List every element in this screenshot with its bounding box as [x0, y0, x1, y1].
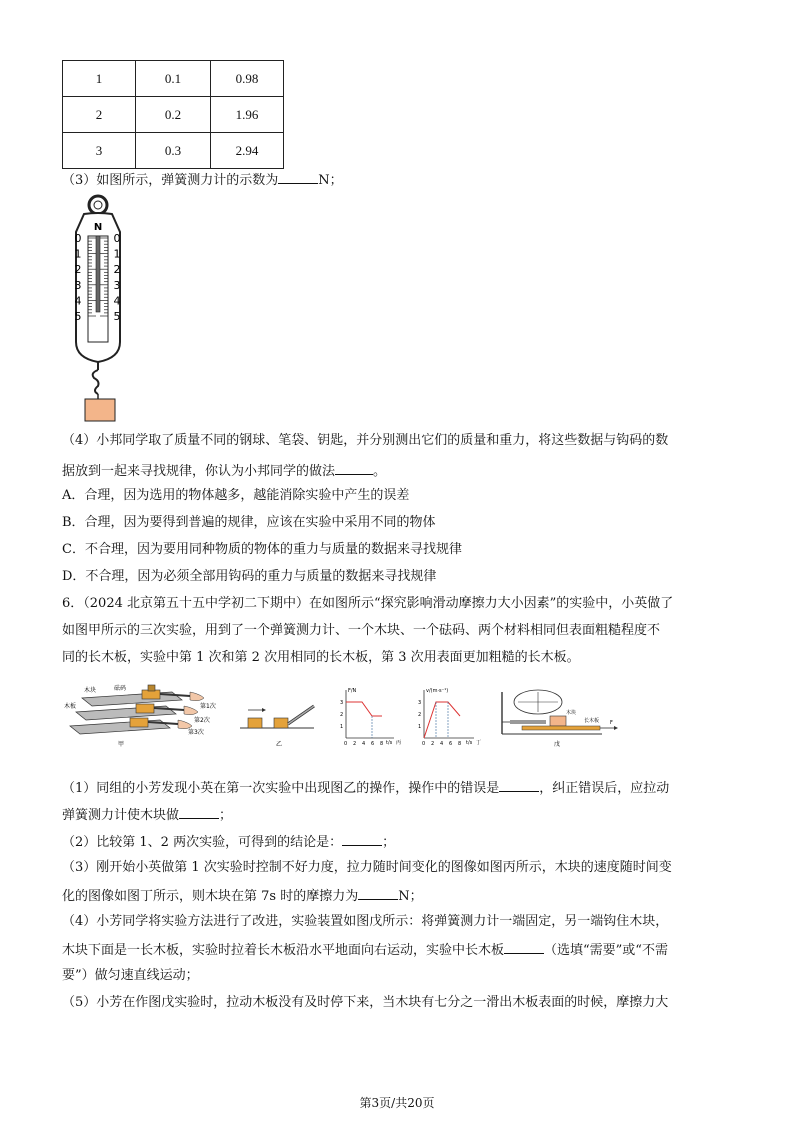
- figure-yi: [240, 706, 314, 748]
- scale-number: 2: [74, 263, 82, 277]
- q4-line1: （4）小邦同学取了质量不同的钢球、笔袋、钥匙，并分别测出它们的质量和重力，将这些数据与钩码的数: [62, 433, 669, 448]
- table-row: [63, 61, 284, 97]
- answer-blank: [504, 940, 544, 954]
- answer-blank: [499, 778, 539, 792]
- option-c: C．不合理，因为要用同种物质的物体的重力与质量的数据来寻找规律: [62, 542, 462, 557]
- caption-ding: 丁: [476, 740, 482, 746]
- q6-line1: 6．（2024 北京第五十五中学初二下期中）在如图所示“探究影响滑动摩擦力大小因素”的实验中，小英做了: [62, 596, 674, 611]
- figure-jia: [64, 684, 216, 748]
- bing-xtick: 0: [344, 741, 348, 747]
- answer-blank: [358, 886, 398, 900]
- bing-xtick: 4: [362, 741, 366, 747]
- answer-blank: [278, 170, 318, 184]
- spring-scale-figure: [70, 192, 140, 424]
- bing-ylabel: F/N: [348, 688, 357, 694]
- table-row: [63, 133, 284, 169]
- bing-xtick: 6: [371, 741, 375, 747]
- page-number: 第3页/共20页: [359, 1096, 435, 1110]
- label-trial-3: 第3次: [188, 729, 204, 736]
- q4-line2: 据放到一起来寻找规律，你认为小邦同学的做法 。: [62, 461, 734, 481]
- option-b: B．合理，因为要得到普遍的规律，应该在实验中采用不同的物体: [62, 515, 436, 530]
- bing-ytick: 3: [340, 700, 344, 706]
- table-cell: 0.3: [136, 133, 211, 169]
- sub3-line1: （3）刚开始小英做第 1 次实验时控制不好力度，拉力随时间变化的图像如图丙所示，木块的速度随时间变: [62, 860, 672, 875]
- experiment-figure: [62, 684, 622, 748]
- table-cell: 1.96: [211, 97, 284, 133]
- label-trial-2: 第2次: [194, 717, 210, 724]
- ding-xlabel: t/s: [466, 740, 473, 746]
- scale-number: 2: [113, 263, 121, 277]
- caption-bing: 丙: [396, 740, 402, 746]
- caption-jia: 甲: [118, 741, 125, 748]
- answer-blank: [335, 461, 373, 475]
- label-weight: 砝码: [114, 685, 127, 692]
- scale-number: 0: [113, 232, 121, 245]
- scale-number: 4: [74, 294, 82, 308]
- scale-number: 1: [74, 247, 82, 261]
- figure-ding: [418, 688, 481, 747]
- ding-ylabel: v/(m·s⁻¹): [426, 688, 449, 694]
- q6-line2: 如图甲所示的三次实验，用到了一个弹簧测力计、一个木块、一个砝码、两个材料相同但表面粗糙程度不: [62, 623, 661, 638]
- scale-number: 5: [113, 310, 121, 323]
- table-row: [63, 97, 284, 133]
- bing-xlabel: t/s: [386, 740, 393, 746]
- sub1-line1: （1）同组的小芳发现小英在第一次实验中出现图乙的操作，操作中的错误是 ，纠正错误后，应拉动: [62, 778, 734, 798]
- sub5-line1: （5）小芳在作图戊实验时，拉动木板没有及时停下来，当木块有七分之一滑出木板表面的时候，摩擦力大: [62, 995, 669, 1010]
- label-force: F: [610, 720, 613, 726]
- label-block: 木块: [84, 687, 97, 694]
- sub4-line1: （4）小芳同学将实验方法进行了改进，实验装置如图戊所示：将弹簧测力计一端固定，另一端钩住木块，: [62, 914, 669, 929]
- ding-xtick: 8: [458, 741, 462, 747]
- table-cell: 0.98: [211, 61, 284, 97]
- caption-wu: 戊: [554, 741, 561, 748]
- ding-xtick: 6: [449, 741, 453, 747]
- scale-number: 4: [113, 294, 121, 308]
- ding-ytick: 3: [418, 700, 422, 706]
- q6-line3: 同的长木板，实验中第 1 次和第 2 次用相同的长木板，第 3 次用表面更加粗糙的长木板。: [62, 650, 580, 665]
- table-cell: 2: [63, 97, 136, 133]
- table-cell: 1: [63, 61, 136, 97]
- bing-xtick: 2: [353, 741, 357, 747]
- figure-wu: [502, 690, 618, 748]
- label-board: 木板: [64, 703, 77, 710]
- sub4-line3: 要”）做匀速直线运动；: [62, 968, 199, 983]
- bing-ytick: 1: [340, 724, 344, 730]
- scale-number: 5: [74, 310, 82, 323]
- bing-ytick: 2: [340, 712, 344, 718]
- sub3-line2: 化的图像如图丁所示，则木块在第 7s 时的摩擦力为 N；: [62, 886, 734, 906]
- table-cell: 0.2: [136, 97, 211, 133]
- unit-label: N: [93, 222, 103, 233]
- sub2: （2）比较第 1、2 两次实验，可得到的结论是： ；: [62, 832, 734, 852]
- table-cell: 0.1: [136, 61, 211, 97]
- table-cell: 2.94: [211, 133, 284, 169]
- label-long-board: 长木板: [584, 718, 600, 724]
- scale-number: 0: [74, 232, 82, 245]
- data-table: [62, 60, 284, 169]
- scale-number: 3: [113, 278, 121, 292]
- option-d: D．不合理，因为必须全部用钩码的重力与质量的数据来寻找规律: [62, 569, 437, 584]
- sub1-line2: 弹簧测力计使木块做 ；: [62, 805, 734, 825]
- sub4-line2: 木块下面是一长木板，实验时拉着长木板沿水平地面向右运动，实验中长木板 （选填“需要”或“不需: [62, 940, 734, 960]
- answer-blank: [179, 805, 219, 819]
- option-a: A．合理，因为选用的物体越多，越能消除实验中产生的误差: [62, 488, 410, 503]
- bing-xtick: 8: [380, 741, 384, 747]
- ding-xtick: 0: [422, 741, 426, 747]
- ding-xtick: 4: [440, 741, 444, 747]
- figure-bing: [340, 688, 401, 747]
- q3-text: （3）如图所示，弹簧测力计的示数为 N；: [62, 170, 734, 190]
- label-trial-1: 第1次: [200, 703, 216, 710]
- ding-ytick: 1: [418, 724, 422, 730]
- caption-yi: 乙: [276, 741, 283, 748]
- scale-number: 1: [113, 247, 121, 261]
- answer-blank: [342, 832, 382, 846]
- table-cell: 3: [63, 133, 136, 169]
- scale-number: 3: [74, 278, 82, 292]
- ding-xtick: 2: [431, 741, 435, 747]
- label-wood-block: 木块: [566, 710, 577, 716]
- ding-ytick: 2: [418, 712, 422, 718]
